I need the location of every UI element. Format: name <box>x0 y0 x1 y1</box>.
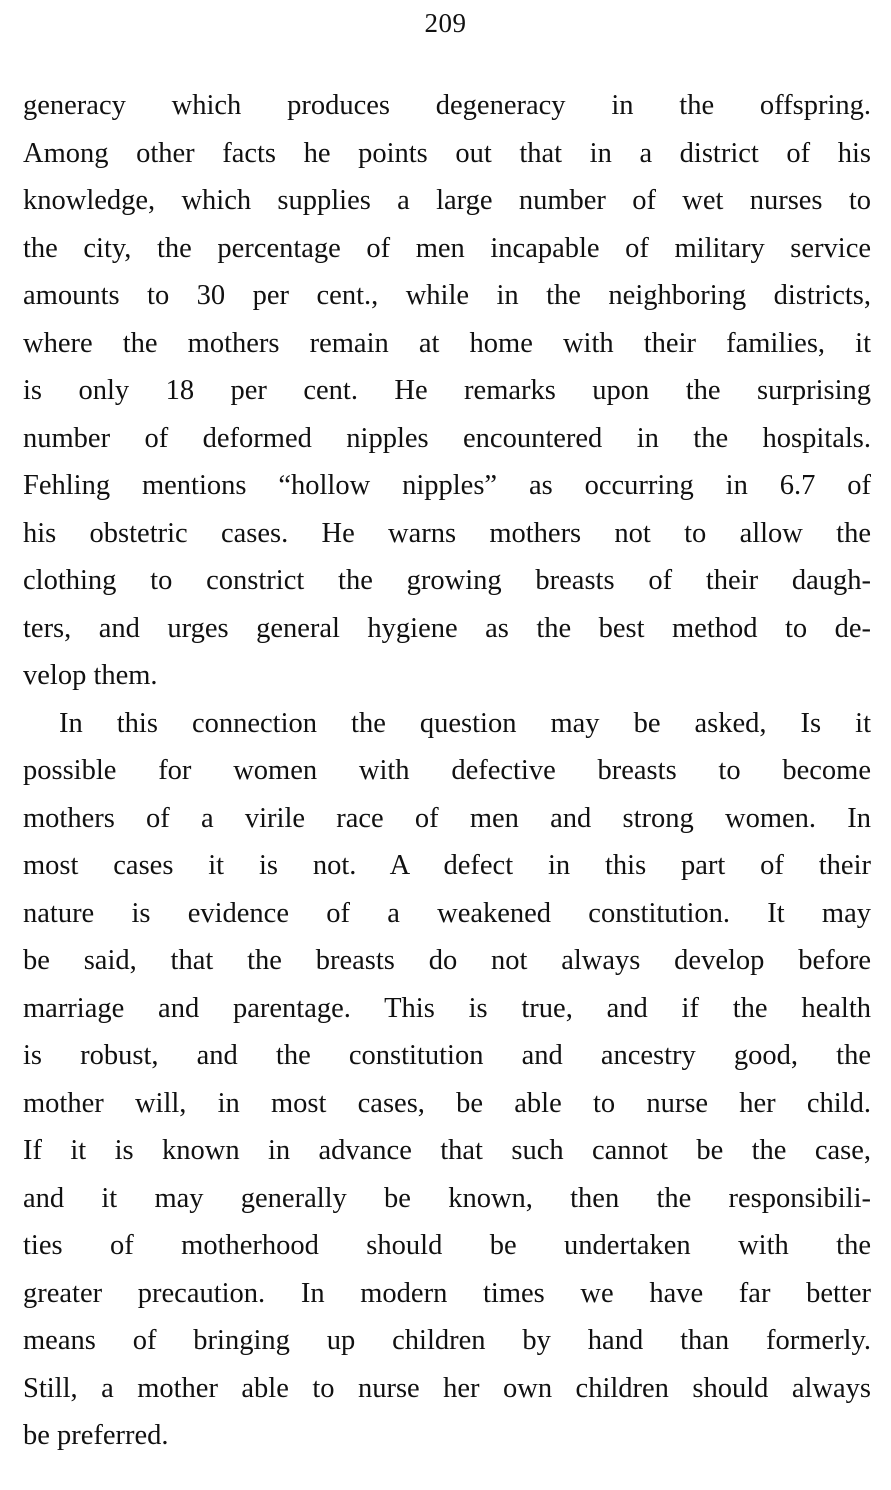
text-line: be said, that the breasts do not always develop before <box>23 945 871 976</box>
paragraph <box>23 700 871 1460</box>
text-line: means of bringing up children by hand than formerly. <box>23 1325 871 1356</box>
text-line: generacy which produces degeneracy in the offspring. <box>23 90 871 121</box>
text-line: be preferred. <box>23 1420 169 1451</box>
text-line: ters, and urges general hygiene as the best method to de- <box>23 612 871 644</box>
text-line: is only 18 per cent. He remarks upon the surprising <box>23 375 871 406</box>
text-line: amounts to 30 per cent., while in the neighboring districts, <box>23 280 871 311</box>
text-line: most cases it is not. A defect in this part of their <box>23 850 871 881</box>
text-line: greater precaution. In modern times we have far better <box>23 1277 871 1309</box>
body-text <box>23 82 871 1460</box>
text-line: velop them. <box>23 660 158 691</box>
page-number: 209 <box>424 8 467 38</box>
text-line: Among other facts he points out that in a district of his <box>23 137 871 169</box>
text-line: his obstetric cases. He warns mothers not to allow the <box>23 517 871 549</box>
text-line: In this connection the question may be asked, Is it <box>59 707 871 739</box>
paragraph-continued <box>23 82 871 700</box>
text-line: the city, the percentage of men incapable of military service <box>23 232 871 264</box>
text-line: If it is known in advance that such cannot be the case, <box>23 1135 871 1166</box>
text-line: possible for women with defective breasts to become <box>23 755 871 786</box>
text-line: mothers of a virile race of men and strong women. In <box>23 802 871 834</box>
text-line: number of deformed nipples encountered in the hospitals. <box>23 422 871 454</box>
text-line: ties of motherhood should be undertaken with the <box>23 1230 871 1261</box>
text-line: nature is evidence of a weakened constitution. It may <box>23 897 871 929</box>
text-line: Fehling mentions “hollow nipples” as occurring in 6.7 of <box>23 470 871 501</box>
text-line: Still, a mother able to nurse her own children should always <box>23 1372 871 1404</box>
text-line: where the mothers remain at home with their families, it <box>23 327 871 359</box>
text-line: is robust, and the constitution and ancestry good, the <box>23 1040 871 1071</box>
text-line: mother will, in most cases, be able to nurse her child. <box>23 1087 871 1119</box>
text-line: knowledge, which supplies a large number of wet nurses to <box>23 185 871 216</box>
text-line: and it may generally be known, then the responsibili- <box>23 1182 871 1214</box>
text-line: clothing to constrict the growing breasts of their daugh- <box>23 565 871 596</box>
text-line: marriage and parentage. This is true, and if the health <box>23 992 871 1024</box>
